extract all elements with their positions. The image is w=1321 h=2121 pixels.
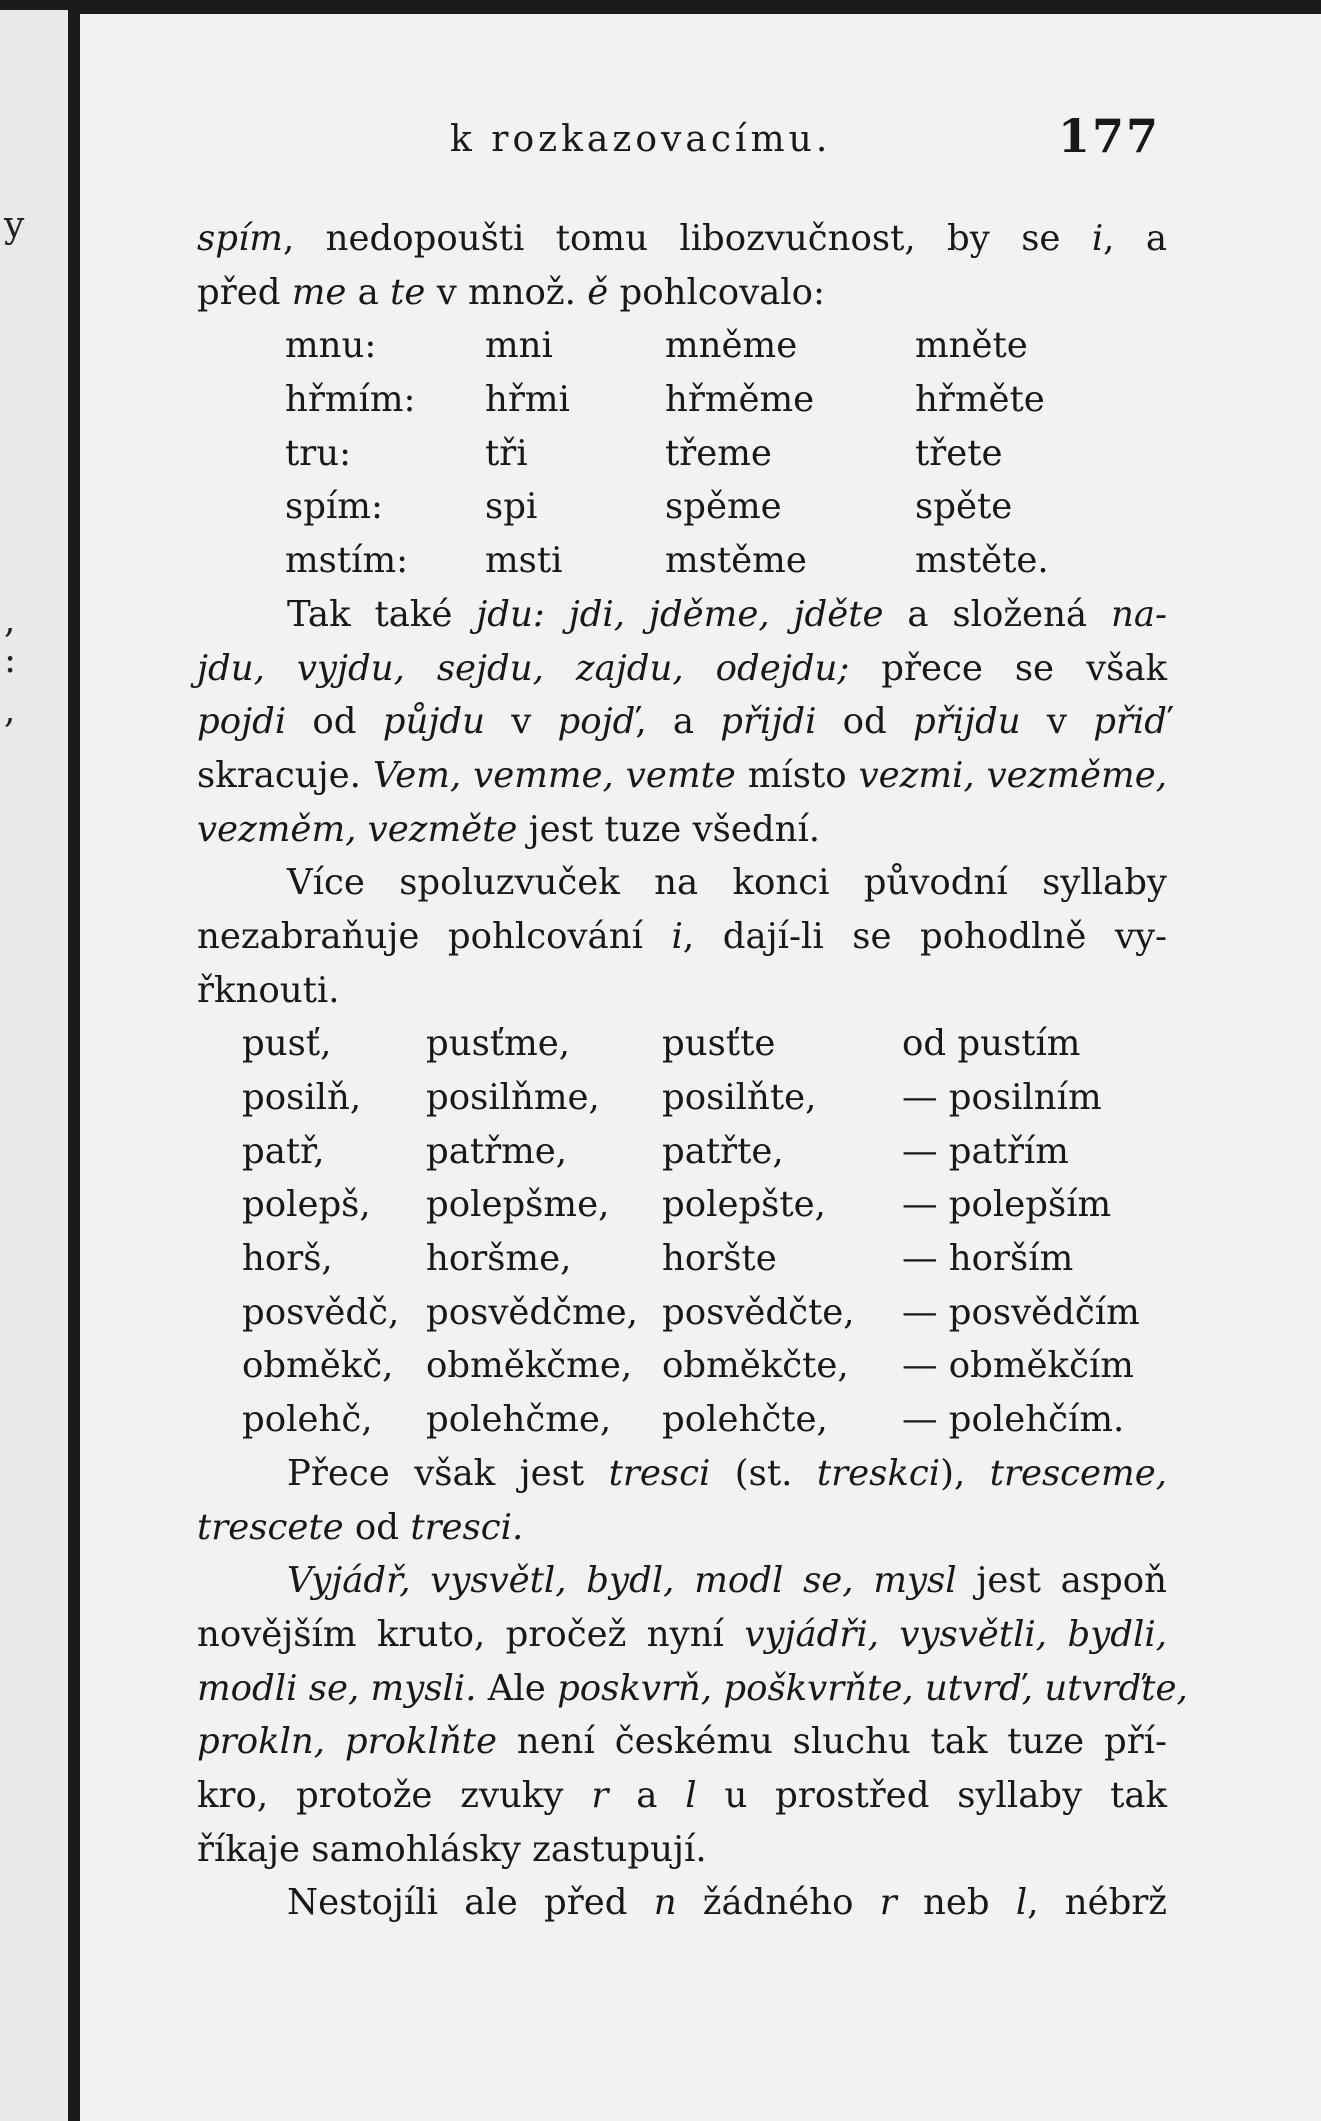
table-cell: — posilním: [902, 1077, 1102, 1118]
italic-run: pojdi: [197, 701, 287, 743]
italic-run: tresceme,: [989, 1452, 1168, 1494]
italic-run: přiď: [1093, 701, 1168, 743]
italic-run: trescete: [197, 1506, 344, 1548]
previous-page-mark: ,: [4, 600, 16, 641]
table-cell: patřme,: [426, 1130, 568, 1172]
conjugation-table: [197, 319, 1167, 587]
italic-run: te: [390, 271, 426, 313]
table-cell: spěte: [915, 486, 1013, 528]
imperative-row: [197, 1232, 1167, 1286]
italic-run: tresci: [608, 1452, 711, 1494]
imperative-row: [197, 1178, 1167, 1232]
table-cell: hřměte: [915, 379, 1045, 421]
text-run: řknouti.: [197, 969, 340, 1011]
table-cell: pusťme,: [426, 1023, 571, 1065]
text-run: u prostřed syllaby tak: [696, 1774, 1168, 1816]
table-cell: mni: [485, 325, 553, 367]
italic-run: treskci: [816, 1452, 941, 1494]
text-line: [197, 1501, 1167, 1555]
text-line: [197, 212, 1167, 266]
text-run: , a: [1103, 218, 1168, 259]
conjugation-row: [197, 319, 1167, 373]
text-run: a složená: [883, 593, 1111, 635]
table-cell: spi: [485, 486, 538, 528]
table-cell: mněme: [665, 325, 798, 367]
italic-run: půjdu: [382, 701, 485, 743]
table-cell: posvědčme,: [426, 1291, 638, 1333]
text-line: [197, 910, 1167, 964]
text-run: v: [484, 701, 558, 743]
text-run: jest tuze všední.: [517, 808, 821, 850]
table-cell: pusťte: [662, 1023, 776, 1065]
text-run: , nébrž: [1027, 1882, 1168, 1924]
text-run: pohlcovalo:: [608, 271, 825, 313]
italic-run: na-: [1110, 593, 1167, 635]
text-run: , dají-li se pohodlně vy-: [682, 915, 1167, 957]
text-run: říkaje samohlásky zastupují.: [197, 1828, 707, 1870]
table-cell: mněte: [915, 325, 1028, 367]
table-cell: horš,: [242, 1238, 333, 1280]
text-line: [197, 1662, 1188, 1716]
table-cell: posilňme,: [426, 1077, 600, 1118]
text-run: žádného: [676, 1882, 880, 1924]
text-run: místo: [735, 754, 859, 796]
table-cell: mnu:: [285, 325, 377, 367]
text-run: Tak také: [287, 593, 477, 635]
table-cell: horšme,: [426, 1238, 572, 1280]
text-run: jest aspoň: [956, 1560, 1167, 1602]
table-cell: posvědčte,: [662, 1291, 855, 1333]
imperative-row: [197, 1339, 1167, 1393]
table-cell: mstěte.: [915, 540, 1049, 582]
text-line: [197, 1554, 1167, 1608]
table-cell: obměkč,: [242, 1345, 394, 1387]
text-line: [197, 1447, 1167, 1501]
text-line: [197, 695, 1167, 749]
table-cell: polehčte,: [662, 1399, 828, 1441]
text-run: před: [197, 271, 292, 313]
text-run: není českému sluchu tak tuze pří-: [496, 1721, 1168, 1763]
imperative-table: [197, 1017, 1167, 1447]
table-cell: — polehčím.: [902, 1399, 1125, 1441]
text-line: [197, 642, 1167, 696]
text-line: [197, 856, 1167, 910]
text-line: [197, 1876, 1167, 1930]
table-cell: polehč,: [242, 1399, 373, 1441]
paragraph-6: [197, 1876, 1167, 1930]
italic-run: i: [671, 915, 683, 957]
table-cell: polepš,: [242, 1184, 371, 1226]
italic-run: n: [653, 1882, 677, 1924]
page-header: [370, 109, 1160, 169]
table-cell: — obměkčím: [902, 1345, 1134, 1387]
text-run: skracuje.: [197, 754, 373, 796]
table-cell: — horším: [902, 1238, 1074, 1280]
table-cell: obměkčme,: [426, 1345, 633, 1387]
text-line: [197, 1608, 1167, 1662]
previous-page-mark: y: [4, 205, 25, 246]
table-cell: pusť,: [242, 1023, 332, 1065]
italic-run: pojď: [557, 701, 636, 743]
paragraph-1: [197, 212, 1167, 319]
paragraph-2: [197, 588, 1167, 856]
italic-run: Vem, vemme, vemte: [372, 754, 736, 796]
table-cell: spěme: [665, 486, 782, 528]
table-cell: obměkčte,: [662, 1345, 849, 1387]
table-cell: hřmím:: [285, 379, 416, 421]
italic-run: me: [291, 271, 347, 313]
previous-page-mark: ,: [4, 690, 16, 731]
text-run: ),: [940, 1452, 990, 1494]
body-text: [197, 212, 1188, 1930]
text-line: [197, 1715, 1167, 1769]
table-cell: posilňte,: [662, 1077, 817, 1118]
italic-run: r: [591, 1774, 609, 1816]
text-run: (st.: [710, 1452, 817, 1494]
italic-run: ě: [587, 271, 609, 313]
text-run: od: [286, 701, 383, 743]
table-cell: třete: [915, 432, 1003, 474]
text-run: kro, protože zvuky: [197, 1774, 592, 1816]
italic-run: i: [1091, 218, 1104, 259]
text-run: Nestojíli ale před: [287, 1882, 654, 1924]
table-cell: — patřím: [902, 1130, 1069, 1172]
table-cell: — polepším: [902, 1184, 1112, 1226]
text-run: Přece však jest: [287, 1452, 609, 1494]
text-run: a: [346, 271, 391, 313]
table-cell: horšte: [662, 1238, 777, 1280]
text-run: nezabraňuje pohlcování: [197, 915, 672, 957]
italic-run: přijdu: [913, 701, 1021, 743]
table-cell: mstím:: [285, 540, 409, 582]
italic-run: modli se, mysli.: [197, 1667, 477, 1709]
italic-run: l: [685, 1774, 697, 1816]
text-run: neb: [896, 1882, 1016, 1924]
table-cell: msti: [485, 540, 563, 582]
text-line: [197, 588, 1167, 642]
italic-run: přijdi: [720, 701, 817, 743]
text-run: , a: [635, 701, 721, 743]
italic-run: jdu: jdi, jděme, jděte: [476, 593, 884, 635]
text-line: [197, 1769, 1167, 1823]
text-line: [197, 964, 1167, 1018]
conjugation-row: [197, 427, 1167, 481]
table-cell: spím:: [285, 486, 383, 528]
conjugation-row: [197, 534, 1167, 588]
text-run: novějším kruto, pročež nyní: [197, 1613, 745, 1655]
italic-run: l: [1015, 1882, 1028, 1924]
running-head: k rozkazovacímu.: [450, 119, 832, 160]
text-line: [197, 1823, 1167, 1877]
table-cell: polepšte,: [662, 1184, 826, 1226]
table-cell: — posvědčím: [902, 1291, 1140, 1333]
italic-run: r: [879, 1882, 897, 1924]
italic-run: prokln, proklňte: [197, 1721, 497, 1763]
text-line: [197, 803, 1167, 857]
text-run: a: [608, 1774, 686, 1816]
text-line: [197, 749, 1167, 803]
table-cell: mstěme: [665, 540, 807, 582]
book-page: [80, 14, 1321, 2121]
paragraph-4: [197, 1447, 1167, 1554]
paragraph-5: [197, 1554, 1188, 1876]
text-run: od: [343, 1506, 411, 1548]
text-run: v: [1020, 701, 1094, 743]
table-cell: patř,: [242, 1130, 325, 1172]
table-cell: posilň,: [242, 1077, 362, 1118]
italic-run: vyjádři, vysvětli, bydli,: [744, 1613, 1167, 1655]
italic-run: jdu, vyjdu, sejdu, zajdu, odejdu;: [197, 647, 850, 689]
table-cell: hřměme: [665, 379, 815, 421]
italic-run: poskvrň, poškvrňte, utvrď, utvrďte,: [557, 1667, 1188, 1709]
table-cell: hřmi: [485, 379, 570, 421]
text-run: Více spoluzvuček na konci původní syllaby: [287, 862, 1167, 904]
table-cell: patřte,: [662, 1130, 784, 1172]
previous-page-mark: :: [4, 640, 17, 681]
text-line: [197, 266, 1167, 320]
imperative-row: [197, 1125, 1167, 1179]
table-cell: posvědč,: [242, 1291, 400, 1333]
table-cell: třeme: [665, 432, 772, 474]
text-run: Ale: [476, 1667, 558, 1709]
table-cell: od pustím: [902, 1023, 1081, 1065]
paragraph-3: [197, 856, 1167, 1017]
imperative-row: [197, 1071, 1167, 1125]
text-run: od: [816, 701, 914, 743]
table-cell: tru:: [285, 432, 352, 474]
italic-run: Vyjádř, vysvětl, bydl, modl se, mysl: [287, 1560, 957, 1602]
table-cell: tři: [485, 432, 528, 474]
text-run: v množ.: [425, 271, 588, 313]
table-cell: polehčme,: [426, 1399, 612, 1441]
text-run: , nedopoušti tomu libozvučnost, by se: [282, 218, 1092, 259]
italic-run: tresci.: [410, 1506, 524, 1548]
italic-run: vezmi, vezměme,: [858, 754, 1167, 796]
text-run: přece se však: [849, 647, 1167, 689]
table-cell: polepšme,: [426, 1184, 610, 1226]
italic-run: vezměm, vezměte: [197, 808, 518, 850]
imperative-row: [197, 1286, 1167, 1340]
imperative-row: [197, 1017, 1167, 1071]
imperative-row: [197, 1393, 1167, 1447]
conjugation-row: [197, 373, 1167, 427]
previous-page-edge: [0, 10, 68, 2121]
page-number: 177: [1057, 109, 1160, 163]
conjugation-row: [197, 480, 1167, 534]
italic-run: spím: [197, 218, 283, 259]
